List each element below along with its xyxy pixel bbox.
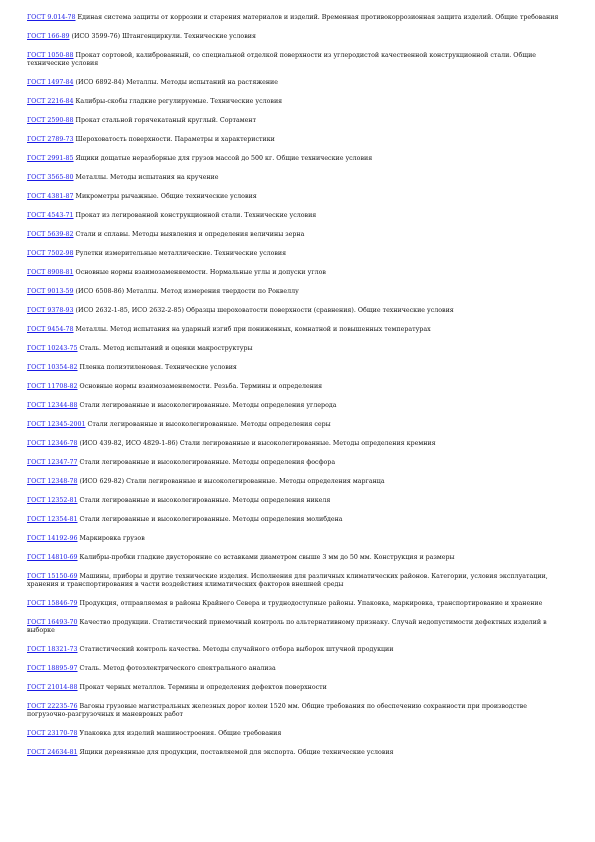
reference-entry	[27, 459, 562, 467]
reference-entry	[27, 383, 562, 391]
standard-title: (ИСО 3599-76) Штангенциркули. Технические условия	[69, 33, 256, 40]
standard-link[interactable]: ГОСТ 22235-76	[27, 703, 78, 710]
standard-title: Прокат сортовой, калиброванный, со специальной отделкой поверхности из углеродистой качественной конструкционной стали. Общие технические условия	[27, 52, 537, 67]
standard-title: (ИСО 6508-86) Металлы. Метод измерения твердости по Роквеллу	[73, 288, 299, 295]
standard-title: Калибры-скобы гладкие регулируемые. Технические условия	[73, 98, 283, 105]
standard-link[interactable]: ГОСТ 12344-88	[27, 402, 78, 409]
standard-title: Прокат черных металлов. Термины и определения дефектов поверхности	[77, 684, 327, 691]
reference-entry	[27, 212, 562, 220]
standard-title: Ящики деревянные для продукции, поставляемой для экспорта. Общие технические условия	[77, 749, 394, 756]
standard-title: (ИСО 2632-1-85, ИСО 2632-2-85) Образцы шероховатости поверхности (сравнения). Общие технические условия	[73, 307, 454, 314]
standard-title: Маркировка грузов	[77, 535, 145, 542]
standard-title: Стали легированные и высоколегированные. Методы определения молибдена	[77, 516, 343, 523]
standard-title: Продукция, отправляемая в районы Крайнего Севера и труднодоступные районы. Упаковка, маркировка, транспортирование и хранение	[77, 600, 543, 607]
standard-link[interactable]: ГОСТ 10243-75	[27, 345, 78, 352]
standard-link[interactable]: ГОСТ 12352-81	[27, 497, 78, 504]
reference-entry	[27, 231, 562, 239]
standard-title: Единая система защиты от коррозии и старения материалов и изделий. Временная противокоррозионная защита изделий. Общие требования	[75, 14, 559, 21]
standard-title: Калибры-пробки гладкие двусторонние со вставками диаметром свыше 3 мм до 50 мм. Конструкция и размеры	[77, 554, 455, 561]
reference-entry	[27, 535, 562, 543]
standard-link[interactable]: ГОСТ 14810-69	[27, 554, 78, 561]
standard-link[interactable]: ГОСТ 12348-78	[27, 478, 78, 485]
standard-link[interactable]: ГОСТ 15150-69	[27, 573, 78, 580]
standard-title: Металлы. Методы испытания на кручение	[73, 174, 219, 181]
standard-link[interactable]: ГОСТ 9378-93	[27, 307, 74, 314]
standard-title: Прокат из легированной конструкционной стали. Технические условия	[73, 212, 317, 219]
standard-link[interactable]: ГОСТ 5639-82	[27, 231, 74, 238]
standard-title: Упаковка для изделий машиностроения. Общие требования	[77, 730, 282, 737]
reference-entry	[27, 703, 562, 719]
standard-title: Стали и сплавы. Методы выявления и определения величины зерна	[73, 231, 305, 238]
reference-entry	[27, 497, 562, 505]
reference-entry	[27, 730, 562, 738]
reference-entry	[27, 573, 562, 589]
standard-link[interactable]: ГОСТ 18895-97	[27, 665, 78, 672]
reference-entry	[27, 193, 562, 201]
standard-link[interactable]: ГОСТ 12347-77	[27, 459, 78, 466]
standard-title: Шероховатость поверхности. Параметры и характеристики	[73, 136, 275, 143]
standard-title: (ИСО 439-82, ИСО 4829-1-86) Стали легированные и высоколегированные. Методы определения кремния	[77, 440, 436, 447]
standard-title: Основные нормы взаимозаменяемости. Нормальные углы и допуски углов	[73, 269, 326, 276]
standard-title: Качество продукции. Статистический приемочный контроль по альтернативному признаку. Случай недопустимости дефектных изделий в выборке	[27, 619, 547, 634]
reference-entry	[27, 79, 562, 87]
standard-link[interactable]: ГОСТ 7502-98	[27, 250, 74, 257]
standard-title: (ИСО 6892-84) Металлы. Методы испытаний на растяжение	[73, 79, 278, 86]
reference-entry	[27, 345, 562, 353]
reference-entry	[27, 33, 562, 41]
reference-entry	[27, 174, 562, 182]
reference-entry	[27, 117, 562, 125]
standard-title: Прокат стальной горячекатаный круглый. Сортамент	[73, 117, 257, 124]
standard-link[interactable]: ГОСТ 4543-71	[27, 212, 74, 219]
reference-entry	[27, 136, 562, 144]
standard-title: Сталь. Метод испытаний и оценки макроструктуры	[77, 345, 253, 352]
standard-link[interactable]: ГОСТ 2216-84	[27, 98, 74, 105]
standard-link[interactable]: ГОСТ 23170-78	[27, 730, 78, 737]
standard-link[interactable]: ГОСТ 3565-80	[27, 174, 74, 181]
standard-title: Вагоны грузовые магистральных железных дорог колеи 1520 мм. Общие требования по обеспечению сохранности при производстве погрузочно-разгрузочных и маневровых работ	[27, 703, 527, 718]
reference-entry	[27, 421, 562, 429]
reference-entry	[27, 600, 562, 608]
standard-link[interactable]: ГОСТ 9.014-78	[27, 14, 76, 21]
standard-link[interactable]: ГОСТ 1050-88	[27, 52, 74, 59]
reference-entry	[27, 326, 562, 334]
reference-entry	[27, 619, 562, 635]
reference-entry	[27, 684, 562, 692]
standard-link[interactable]: ГОСТ 9454-78	[27, 326, 74, 333]
standard-title: Стали легированные и высоколегированные. Методы определения углерода	[77, 402, 337, 409]
standard-title: Рулетки измерительные металлические. Технические условия	[73, 250, 287, 257]
standard-title: Машины, приборы и другие технические изделия. Исполнения для различных климатических районов. Категории, условия эксплуатации, хранения и транспортирования в части воздействия климатических факторов внешней среды	[27, 573, 548, 588]
standard-link[interactable]: ГОСТ 4381-87	[27, 193, 74, 200]
standard-title: Статистический контроль качества. Методы случайного отбора выборок штучной продукции	[77, 646, 394, 653]
standard-link[interactable]: ГОСТ 2991-85	[27, 155, 74, 162]
reference-entry	[27, 749, 562, 757]
standard-title: Микрометры рычажные. Общие технические условия	[73, 193, 257, 200]
reference-entry	[27, 478, 562, 486]
reference-entry	[27, 646, 562, 654]
reference-entry	[27, 402, 562, 410]
standard-title: (ИСО 629-82) Стали легированные и высоколегированные. Методы определения марганца	[77, 478, 385, 485]
standard-title: Основные нормы взаимозаменяемости. Резьба. Термины и определения	[77, 383, 323, 390]
standard-title: Стали легированные и высоколегированные. Методы определения никеля	[77, 497, 331, 504]
standard-title: Ящики дощатые неразборные для грузов массой до 500 кг. Общие технические условия	[73, 155, 373, 162]
standard-link[interactable]: ГОСТ 166-89	[27, 33, 70, 40]
reference-entry	[27, 554, 562, 562]
reference-entry	[27, 14, 562, 22]
standard-title: Стали легированные и высоколегированные. Методы определения фосфора	[77, 459, 336, 466]
reference-entry	[27, 250, 562, 258]
reference-entry	[27, 364, 562, 372]
reference-entry	[27, 52, 562, 68]
reference-entry	[27, 440, 562, 448]
standard-link[interactable]: ГОСТ 1497-84	[27, 79, 74, 86]
standard-link[interactable]: ГОСТ 12346-78	[27, 440, 78, 447]
standard-title: Стали легированные и высоколегированные. Методы определения серы	[85, 421, 331, 428]
standard-link[interactable]: ГОСТ 18321-73	[27, 646, 78, 653]
reference-entry	[27, 98, 562, 106]
standard-title: Сталь. Метод фотоэлектрического спектрального анализа	[77, 665, 276, 672]
standard-link[interactable]: ГОСТ 15846-79	[27, 600, 78, 607]
reference-entry	[27, 288, 562, 296]
reference-entry	[27, 155, 562, 163]
standard-link[interactable]: ГОСТ 2789-73	[27, 136, 74, 143]
standard-link[interactable]: ГОСТ 24634-81	[27, 749, 78, 756]
reference-entry	[27, 665, 562, 673]
standard-link[interactable]: ГОСТ 11708-82	[27, 383, 78, 390]
standard-link[interactable]: ГОСТ 16493-70	[27, 619, 78, 626]
standard-link[interactable]: ГОСТ 12345-2001	[27, 421, 86, 428]
standard-link[interactable]: ГОСТ 2590-88	[27, 117, 74, 124]
standard-title: Пленка полиэтиленовая. Технические условия	[77, 364, 237, 371]
reference-list	[27, 14, 562, 757]
standard-link[interactable]: ГОСТ 9013-59	[27, 288, 74, 295]
reference-entry	[27, 307, 562, 315]
standard-link[interactable]: ГОСТ 10354-82	[27, 364, 78, 371]
standard-link[interactable]: ГОСТ 12354-81	[27, 516, 78, 523]
reference-entry	[27, 269, 562, 277]
standard-link[interactable]: ГОСТ 8908-81	[27, 269, 74, 276]
standard-link[interactable]: ГОСТ 14192-96	[27, 535, 78, 542]
reference-entry	[27, 516, 562, 524]
standard-link[interactable]: ГОСТ 21014-88	[27, 684, 78, 691]
standard-title: Металлы. Метод испытания на ударный изгиб при пониженных, комнатной и повышенных температурах	[73, 326, 431, 333]
